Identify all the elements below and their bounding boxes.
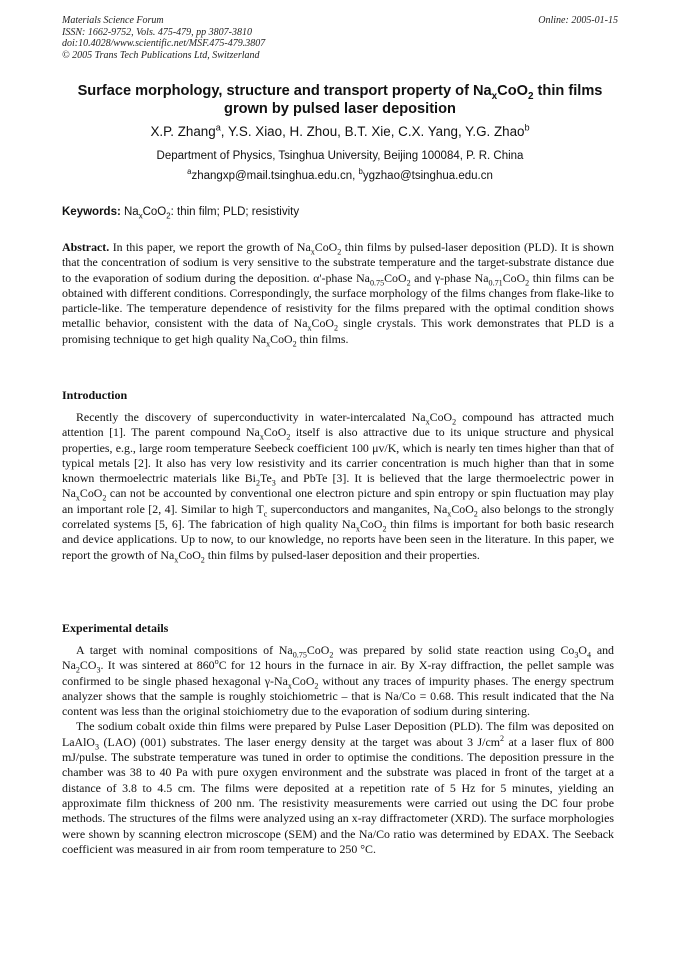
introduction-heading: Introduction bbox=[62, 388, 128, 402]
experimental-body bbox=[62, 643, 614, 857]
issn-line: ISSN: 1662-9752, Vols. 475-479, pp 3807-3810 bbox=[62, 26, 252, 38]
doi-line: doi:10.4028/www.scientific.net/MSF.475-479.3807 bbox=[62, 38, 266, 49]
experimental-paragraph-1: A target with nominal compositions of $Na_{0.75}CoO_2$ was prepared by solid state reaction using $Co_3O_4$ and $Na_2CO_3$. It was sintered at 860$^o$C for 12 hours in the furnace in air. By X-ray diffraction, the pellet sample was confirmed to be single phased hexagonal $\gamma-Na_xCoO_2$ without any traces of impurity phases. The energy spectrum analyzer shows that the sample is roughly stoichiometric – that is Na/Co = 0.68. This result indicated that the Na content was less than the original stoichiometry due to the evaporation of sodium during sintering. bbox=[62, 643, 614, 719]
copyright-line: © 2005 Trans Tech Publications Ltd, Switzerland bbox=[62, 49, 260, 61]
abstract: Abstract. In this paper, we report the growth of $Na_xCoO_2$ thin films by pulsed-laser deposition (PLD). It is shown that the concentration of sodium is very sensitive to the substrate temperature and the target-substrate distance due to the evaporation of sodium during the deposition. α'-phase $Na_{0.75}CoO_2$ and γ-phase $Na_{0.71}CoO_2$ thin films can be obtained with different conditions. Correspondingly, the surface morphology of the films changes from flake-like to particle-like. The temperature dependence of resistivity for the films prepared with the optimal condition shows metallic behavior, consistent with the data of $Na_xCoO_2$ single crystals. This work demonstrates that PLD is a promising technique to get high quality $Na_xCoO_2$ thin films. bbox=[62, 240, 615, 349]
experimental-paragraph-2: The sodium cobalt oxide thin films were prepared by Pulse Laser Deposition (PLD). The film was deposited on LaAlO$_3$ (LAO) (001) substrates. The laser energy density at the target was about 3 $J/cm^2$ at a laser flux of 800 mJ/pulse. The substrate temperature was tuned in order to optimise the conditions. The deposition pressure in the chamber was 38 to 40 Pa with pure oxygen environment and the substrate was placed in front of the target at a distance of 3.8 to 4.5 cm. The films were deposited at a repetition rate of 5 Hz for 5 minutes, yielding an approximate film thickness of 200 nm. The resistivity measurements were carried out using the DC four probe methods. The structures of the films were analyzed using an x-ray diffractometer (XRD). The surface morphologies were shown by scanning electron microscope (SEM) and the Na/Co ratio was determined by EDAX. The Seeback coefficient was measured in air from room temperature to 250 °C. bbox=[62, 719, 614, 856]
online-date: Online: 2005-01-15 bbox=[538, 15, 618, 26]
introduction-body: Recently the discovery of superconductivity in water-intercalated $Na_xCoO_2$ compound has attracted much attention [1]. The parent compound $Na_xCoO_2$ itself is also attractive due to its unique structure and physical properties, e.g., large room temperature Seebeck coefficient 100 μv/K, which is nearly ten times higher than that of typical metals [2]. It also has very low resistivity and its carrier concentration is much higher than that in some known thermoelectric materials like $Bi_2Te_3$ and PbTe [3]. It is believed that the large thermoelectric power in $Na_xCoO_2$ can not be accounted by conventional one electron picture and spin entropy or spin fluctuation may play an important role [2, 4]. Similar to high $T_c$ superconductors and manganites, $Na_xCoO_2$ also belongs to the strongly correlated systems [5, 6]. The fabrication of high quality $Na_xCoO_2$ thin films is important for both basic research and device applications. Up to now, to our knowledge, no reports have been seen in the literature. In this paper, we report the growth of $Na_xCoO_2$ thin films by pulsed-laser deposition and their properties. bbox=[62, 410, 614, 565]
paper-title: Surface morphology, structure and transport property of $Na_xCoO_2$ thin films grown by pulsed laser deposition bbox=[77, 83, 603, 117]
keywords: Keywords: $Na_xCoO_2$: thin film; PLD; resistivity bbox=[62, 206, 300, 221]
journal-name: Materials Science Forum bbox=[62, 15, 164, 26]
experimental-heading: Experimental details bbox=[62, 621, 169, 635]
journal-header bbox=[62, 15, 618, 61]
affiliation: Department of Physics, Tsinghua University, Beijing 100084, P. R. China bbox=[156, 150, 524, 162]
author-list: X.P. Zhang$^a$, Y.S. Xiao, H. Zhou, B.T. Xie, C.X. Yang, Y.G. Zhao$^b$ bbox=[150, 122, 530, 139]
keywords-label: Keywords: bbox=[62, 206, 121, 218]
abstract-label: Abstract. bbox=[62, 240, 110, 254]
author-emails: $^a$zhangxp@mail.tsinghua.edu.cn, $^b$ygzhao@tsinghua.edu.cn bbox=[187, 167, 493, 182]
